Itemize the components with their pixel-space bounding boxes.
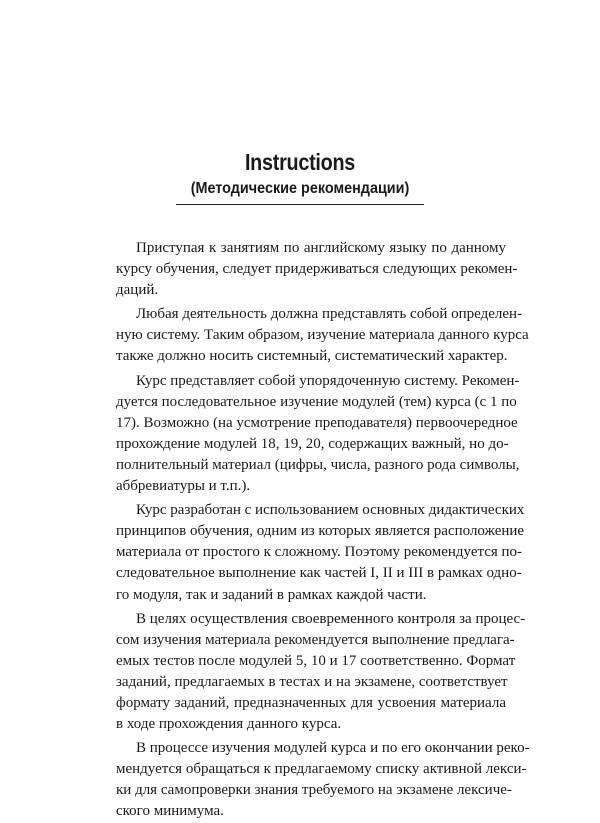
section-heading [0,148,600,205]
text-line: следовательное выполнение как частей I, II и III в рамках одно- [116,565,522,582]
text-line: В целях осуществления своевременного контроля за процес- [136,610,526,627]
text-line: в ходе прохождения данного курса. [116,716,342,733]
text-line: полнительный материал (цифры, числа, разного рода символы, [116,456,520,473]
text-line: ки для самопроверки знания требуемого на экзамене лексиче- [116,782,512,799]
text-line: принципов обучения, одним из которых является расположение [116,523,525,540]
paragraph [116,738,530,822]
paragraph [116,304,529,367]
text-line: емых тестов после модулей 5, 10 и 17 соответственно. Формат [116,652,516,669]
text-line: ского минимума. [116,803,224,820]
paragraph [116,609,526,736]
page-subtitle: (Методические рекомендации) [190,180,410,197]
body-text [116,238,530,823]
text-line: 17). Возможно (на усмотрение преподавателя) первоочередное [116,414,518,431]
text-line: аббревиатуры и т.п.). [116,478,251,495]
text-line: дуется последовательное изучение модулей (тем) курса (с 1 по [116,393,517,410]
text-line: прохождение модулей 18, 19, 20, содержащих важный, но до- [116,435,509,452]
text-line: формату заданий, предназначенных для усвоения материала [116,694,506,711]
text-line: материала от простого к сложному. Поэтому рекомендуется по- [116,544,523,561]
text-line: также должно носить системный, систематический характер. [116,348,508,365]
text-line: курсу обучения, следует придерживаться следующих рекомен- [116,261,518,278]
text-line: даций. [116,282,159,299]
text-line: В процессе изучения модулей курса и по его окончании реко- [136,740,530,757]
text-line: Любая деятельность должна представлять собой определен- [136,306,523,323]
paragraph [116,371,520,498]
text-line: Курс разработан с использованием основных дидактических [136,502,525,519]
text-line: сом изучения материала рекомендуется выполнение предлага- [116,631,515,648]
text-line: Приступая к занятиям по английскому языку по данному [136,240,506,256]
text-line: го модуля, так и заданий в рамках каждой части. [116,586,427,603]
text-line: Курс представляет собой упорядоченную систему. Рекомен- [136,372,520,389]
text-line: заданий, предлагаемых в тестах и на экзамене, соответствует [116,673,508,690]
paragraph [116,500,525,605]
text-line: мендуется обращаться к предлагаемому списку активной лекси- [116,761,527,778]
heading-underline [176,204,424,205]
text-line: ную систему. Таким образом, изучение материала данного курса [116,327,529,344]
page-title: Instructions [244,149,356,175]
paragraph [116,238,518,301]
